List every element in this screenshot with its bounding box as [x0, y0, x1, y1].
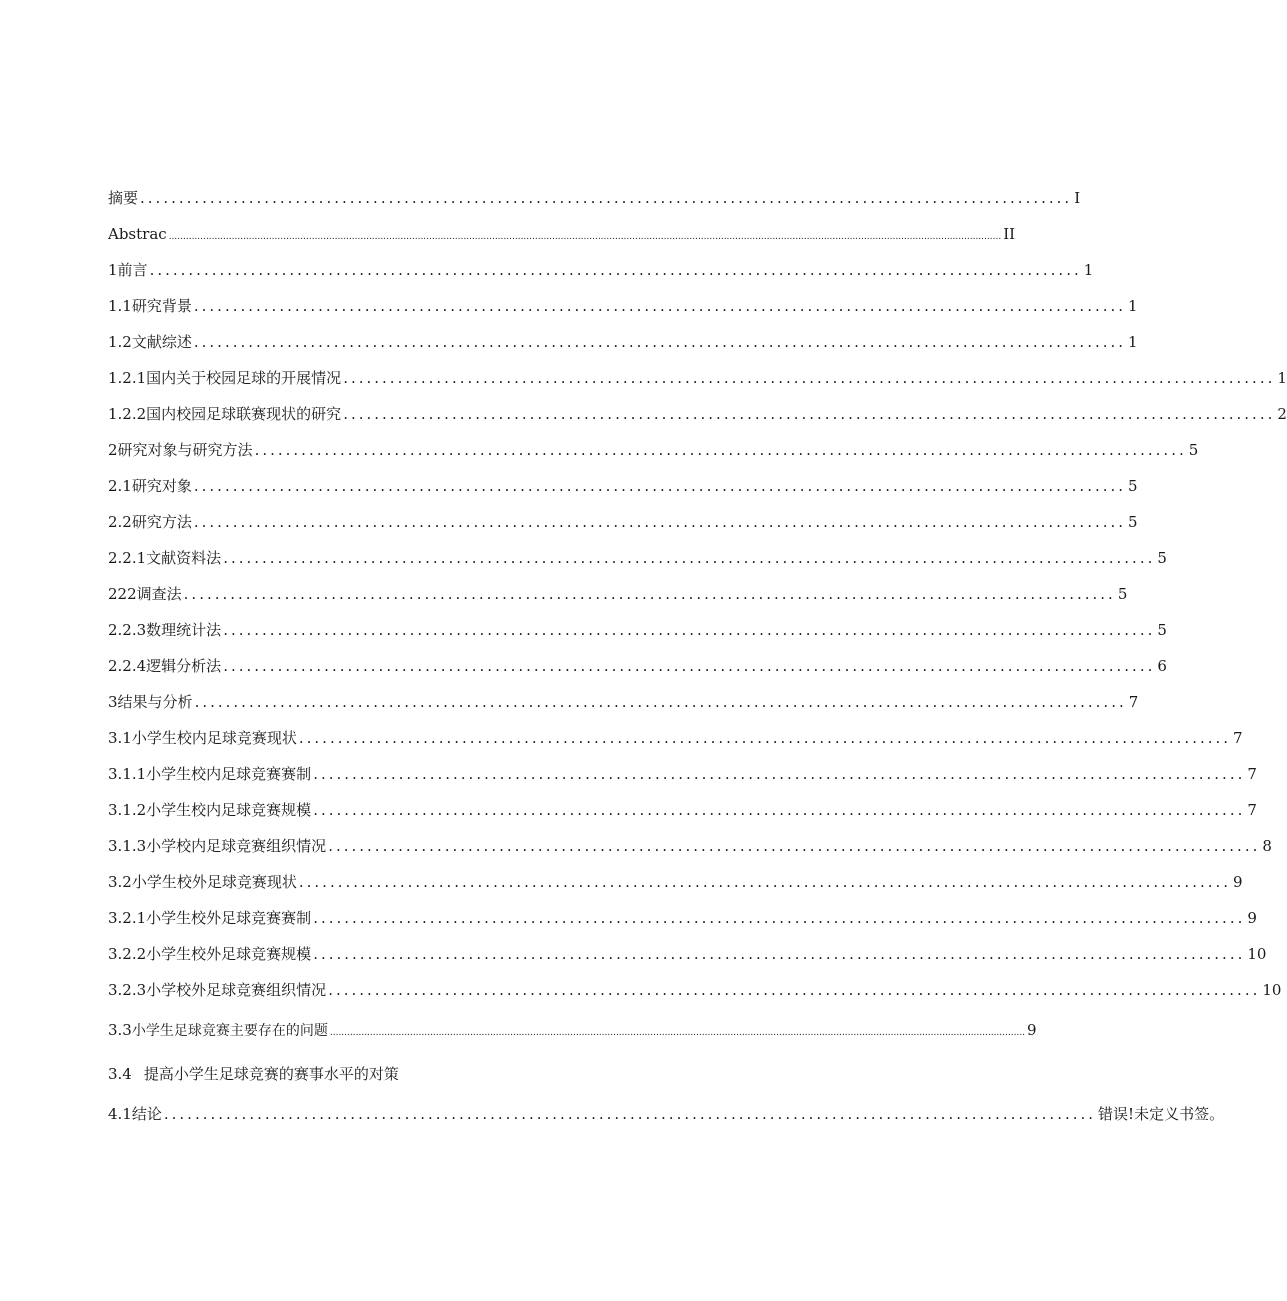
toc-leader-dots: ........................................................................................................................ [298, 873, 1232, 891]
toc-entry-number: 2.2.3 [108, 621, 147, 639]
toc-entry-page: I [1074, 189, 1081, 207]
toc-entry-title: 调查法 [136, 585, 182, 603]
toc-entry-2-2-2[interactable] [108, 576, 1128, 612]
toc-entry-title: 小学生足球竞赛主要存在的问题 [131, 1023, 328, 1039]
toc-entry-number: 3.2 [108, 873, 132, 891]
toc-entry-page: 1 [1277, 369, 1287, 387]
toc-entry-page: 5 [1157, 621, 1167, 639]
table-of-contents [108, 180, 1287, 1132]
toc-entry-number: 2.2.1 [108, 549, 147, 567]
toc-leader-dots: ........................................................................................................................ [223, 549, 1156, 567]
toc-entry-number: 3.2.2 [108, 945, 147, 963]
toc-entry-number: 1.2.1 [108, 369, 147, 387]
toc-leader-dots: ........................................................................................................................ [193, 513, 1127, 531]
toc-entry-number: 1.2.2 [108, 405, 147, 423]
toc-entry-page: 9 [1233, 873, 1243, 891]
toc-entry-abstract-cn[interactable] [108, 180, 1081, 216]
toc-entry-1-2-1[interactable] [108, 360, 1287, 396]
toc-entry-number: 1.1 [108, 297, 132, 315]
toc-leader-dots: ........................................................................................................................ [223, 621, 1156, 639]
toc-entry-page: 1 [1128, 333, 1138, 351]
toc-entry-page: 10 [1247, 945, 1267, 963]
toc-entry-number: 2.2.4 [108, 657, 147, 675]
toc-entry-3-1-3[interactable] [108, 828, 1272, 864]
toc-leader-dots: ........................................................................................................................ [313, 801, 1246, 819]
toc-entry-4-1[interactable] [108, 1096, 1225, 1132]
toc-leader-dots: ........................................................................................................................ [313, 765, 1246, 783]
toc-entry-1-1[interactable] [108, 288, 1138, 324]
toc-entry-number: 2.2 [108, 513, 132, 531]
toc-entry-page: 8 [1262, 837, 1272, 855]
toc-entry-title: Abstrac [108, 225, 167, 243]
toc-entry-title: 结论 [131, 1105, 162, 1123]
toc-leader-dots: ........................................................................................................................ [313, 909, 1246, 927]
toc-entry-title: 数理统计法 [146, 621, 222, 639]
toc-entry-number: 3.1 [108, 729, 132, 747]
toc-entry-page: 7 [1247, 801, 1257, 819]
toc-entry-title: 小学校外足球竞赛组织情况 [146, 981, 327, 999]
toc-leader-dots: ........................................................................................................................ [254, 441, 1187, 459]
toc-leader-dots: ........................................................................................................................ [193, 297, 1127, 315]
toc-entry-3-1-2[interactable] [108, 792, 1257, 828]
toc-entry-number: 3.4 [108, 1065, 132, 1083]
toc-entry-page: 5 [1157, 549, 1167, 567]
toc-entry-page: 7 [1247, 765, 1257, 783]
toc-entry-page: II [1003, 225, 1016, 243]
toc-entry-number: 4.1 [108, 1105, 132, 1123]
toc-entry-title: 小学校内足球竞赛组织情况 [146, 837, 327, 855]
toc-leader-dots: ........................................................................................................................ [183, 585, 1116, 603]
toc-leader-dots: ........................................................................................................................ [313, 945, 1246, 963]
toc-entry-abstract-en[interactable] [108, 216, 1016, 252]
toc-entry-1[interactable] [108, 252, 1094, 288]
toc-entry-number: 1.2 [108, 333, 132, 351]
toc-entry-title: 小学生校内足球竞赛赛制 [146, 765, 312, 783]
toc-entry-page: 6 [1157, 657, 1167, 675]
toc-entry-page: 5 [1188, 441, 1199, 459]
toc-entry-title: 小学生校内足球竞赛现状 [131, 729, 297, 747]
toc-entry-title: 研究对象 [131, 477, 192, 495]
toc-entry-3-1-1[interactable] [108, 756, 1257, 792]
toc-entry-title: 国内关于校园足球的开展情况 [146, 369, 342, 387]
toc-entry-page-error: 错误!未定义书签。 [1098, 1105, 1225, 1123]
toc-entry-page: 5 [1128, 477, 1138, 495]
toc-entry-title: 研究方法 [131, 513, 192, 531]
toc-entry-3-2-3[interactable] [108, 972, 1282, 1008]
toc-entry-page: 9 [1247, 909, 1257, 927]
toc-entry-title: 提高小学生足球竞赛的赛事水平的对策 [143, 1065, 399, 1083]
toc-entry-title: 小学生校外足球竞赛规模 [146, 945, 312, 963]
toc-entry-page: 7 [1233, 729, 1243, 747]
toc-entry-2-2-1[interactable] [108, 540, 1167, 576]
toc-entry-2-1[interactable] [108, 468, 1138, 504]
toc-entry-2-2[interactable] [108, 504, 1138, 540]
toc-leader-dots: ........................................................................................................................ [343, 369, 1276, 387]
toc-entry-3-4[interactable] [108, 1052, 808, 1096]
toc-leader-dots: ........................................................................................................................ [163, 1105, 1097, 1123]
toc-leader-dots: ........................................................................................................................ [343, 405, 1276, 423]
toc-entry-page: 7 [1128, 693, 1139, 711]
toc-entry-number: 3.2.1 [108, 909, 147, 927]
toc-entry-3-2[interactable] [108, 864, 1243, 900]
toc-entry-2-2-4[interactable] [108, 648, 1167, 684]
toc-entry-number: 3 [108, 693, 118, 711]
toc-entry-2[interactable] [108, 432, 1199, 468]
toc-entry-title: 前言 [117, 261, 148, 279]
toc-entry-title: 小学生校外足球竞赛现状 [131, 873, 297, 891]
toc-entry-1-2[interactable] [108, 324, 1138, 360]
toc-entry-page: 1 [1128, 297, 1138, 315]
toc-entry-title: 摘要 [108, 189, 139, 207]
toc-leader-dots: ........................................................................................................................ [298, 729, 1232, 747]
toc-leader-dots: ........................................................................................................................ [140, 189, 1073, 207]
toc-entry-3-1[interactable] [108, 720, 1243, 756]
toc-entry-number: 1 [108, 261, 118, 279]
toc-leader-dots: ........................................................................................................................ [328, 837, 1261, 855]
toc-entry-number: 3.3 [108, 1021, 132, 1039]
toc-entry-page: 5 [1128, 513, 1138, 531]
toc-entry-title: 小学生校内足球竞赛规模 [146, 801, 312, 819]
toc-entry-number: 222 [108, 585, 137, 603]
toc-leader-dots: ........................................................................................................................ [223, 657, 1156, 675]
toc-leader-dots: ................................................................................................................................................................................................................................................... [329, 1028, 1026, 1038]
toc-entry-3[interactable] [108, 684, 1139, 720]
toc-entry-title: 结果与分析 [117, 693, 193, 711]
toc-entry-number: 3.1.1 [108, 765, 147, 783]
toc-entry-number: 3.2.3 [108, 981, 147, 999]
toc-entry-page: 2 [1277, 405, 1287, 423]
toc-entry-3-2-1[interactable] [108, 900, 1257, 936]
toc-entry-title: 逻辑分析法 [146, 657, 222, 675]
toc-leader-dots: ........................................................................................................................ [194, 693, 1127, 711]
toc-leader-dots: ........................................................................................................................ [149, 261, 1082, 279]
toc-entry-1-2-2[interactable] [108, 396, 1287, 432]
toc-entry-title: 文献资料法 [146, 549, 222, 567]
toc-entry-title: 文献综述 [131, 333, 192, 351]
toc-entry-title: 研究背景 [131, 297, 192, 315]
toc-entry-number: 3.1.2 [108, 801, 147, 819]
toc-entry-number: 2.1 [108, 477, 132, 495]
toc-leader-dots: ........................................................................................................................ [193, 333, 1127, 351]
toc-entry-title: 小学生校外足球竞赛赛制 [146, 909, 312, 927]
toc-entry-2-2-3[interactable] [108, 612, 1167, 648]
toc-entry-number: 3.1.3 [108, 837, 147, 855]
toc-leader-dots: ................................................................................................................................................................................................................................................................................................... [168, 232, 1002, 242]
toc-entry-page: 9 [1027, 1021, 1037, 1039]
toc-entry-page: 1 [1083, 261, 1094, 279]
toc-entry-page: 5 [1117, 585, 1128, 603]
toc-leader-dots: ........................................................................................................................ [328, 981, 1261, 999]
toc-entry-title: 研究对象与研究方法 [117, 441, 253, 459]
toc-entry-page: 10 [1262, 981, 1282, 999]
toc-leader-dots: ........................................................................................................................ [193, 477, 1127, 495]
toc-entry-title: 国内校园足球联赛现状的研究 [146, 405, 342, 423]
toc-entry-3-3[interactable] [108, 1008, 1037, 1052]
toc-entry-3-2-2[interactable] [108, 936, 1267, 972]
toc-entry-number: 2 [108, 441, 118, 459]
